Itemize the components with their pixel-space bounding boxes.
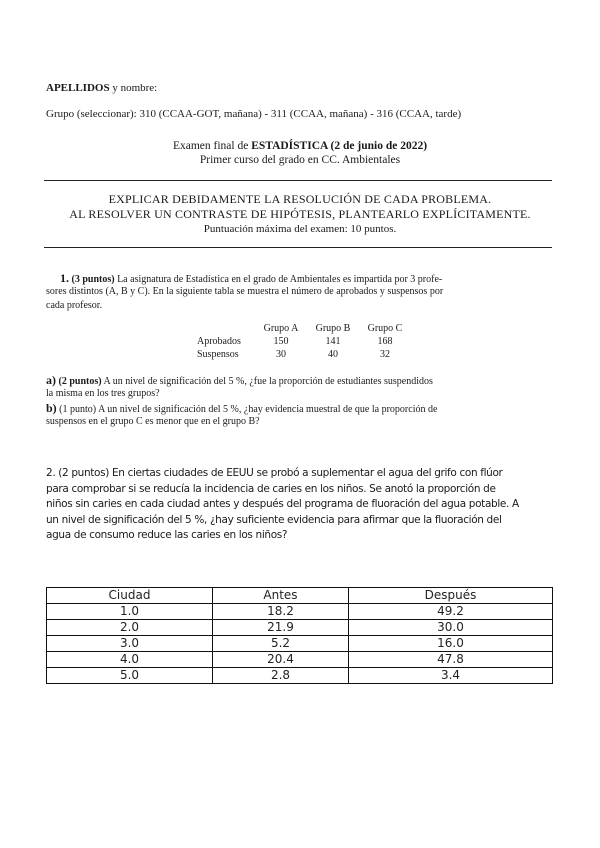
problem1-table-header-cell <box>197 322 255 335</box>
problem1b-label: b) <box>46 401 57 415</box>
problem2-table-cell: 16.0 <box>348 636 552 652</box>
problem2-table-cell: 2.0 <box>47 620 213 636</box>
problem2-line4: un nivel de significación del 5 %, ¿hay suficiente evidencia para afirmar que la fluoración del <box>46 513 502 526</box>
instruction-line-2: AL RESOLVER UN CONTRASTE DE HIPÓTESIS, PLANTEARLO EXPLÍCITAMENTE. <box>69 207 531 221</box>
problem2-line5: agua de consumo reduce las caries en los niños? <box>46 529 288 541</box>
problem2-table-cell: 5.0 <box>47 668 213 684</box>
problem2-table-cell: 1.0 <box>47 604 213 620</box>
problem1b-points: (1 punto) <box>59 404 97 415</box>
problem2-table-cell: 18.2 <box>212 604 348 620</box>
problem1-table-cell: Suspensos <box>197 349 239 360</box>
exam-title-bold: ESTADÍSTICA (2 de junio de 2022) <box>251 140 428 152</box>
problem2-text <box>46 466 519 544</box>
problem1a-points: (2 puntos) <box>58 376 102 387</box>
problem1-table-cell: Aprobados <box>197 336 241 347</box>
course-line: Primer curso del grado en CC. Ambientales <box>199 154 401 166</box>
problem2-line1: 2. (2 puntos) En ciertas ciudades de EEUU se probó a suplementar el agua del grifo con flúor <box>46 467 503 479</box>
problem2-table-cell: 5.2 <box>212 636 348 652</box>
problem2-table-header-cell: Después <box>348 588 552 604</box>
problem2-table-cell: 3.4 <box>348 668 552 684</box>
problem2-table-cell: 3.0 <box>47 636 213 652</box>
problem1-table-header-cell: Grupo C <box>367 323 403 334</box>
problem1-table-header-cell: Grupo B <box>315 323 351 334</box>
problem2-table-row <box>47 620 553 636</box>
problem1-table-row <box>197 348 411 361</box>
problem1-points: (3 puntos) <box>71 274 115 285</box>
problem1-table-row <box>197 335 411 348</box>
problem2-table-cell: 4.0 <box>47 652 213 668</box>
problem2-table-cell: 2.8 <box>212 668 348 684</box>
exam-title <box>0 140 600 152</box>
problem2-table-cell: 21.9 <box>212 620 348 636</box>
problem2-table-row <box>47 652 553 668</box>
problem2-table-cell: 20.4 <box>212 652 348 668</box>
divider-top <box>44 180 552 181</box>
problem1b-line2: suspensos en el grupo C es menor que en el grupo B? <box>46 416 260 427</box>
problem2-line3: niños sin caries en cada ciudad antes y después del programa de fluoración del agua potable. A <box>46 498 519 510</box>
problem1b-text-1: A un nivel de significación del 5 %, ¿hay evidencia muestral de que la proporción de <box>96 404 438 415</box>
name-label-rest: y nombre: <box>109 82 158 94</box>
name-label-bold: APELLIDOS <box>46 82 110 94</box>
problem2-table-cell: 47.8 <box>348 652 552 668</box>
problem2-table-header-cell: Ciudad <box>47 588 213 604</box>
problem1a-line2: la misma en los tres grupos? <box>46 388 160 399</box>
problem1-number: 1. <box>60 271 69 285</box>
problem2-table-header-cell: Antes <box>212 588 348 604</box>
problem2-table <box>46 587 553 684</box>
problem2-line2: para comprobar si se reducía la incidencia de caries en los niños. Se anotó la proporción de <box>46 482 496 495</box>
exam-title-pre: Examen final de <box>172 140 252 152</box>
problem1-table <box>197 322 411 361</box>
problem1-table-cell: 150 <box>273 336 289 347</box>
problem1-table-cell: 30 <box>276 349 286 360</box>
problem2-table-header-row <box>47 588 553 604</box>
problem2-table-cell: 49.2 <box>348 604 552 620</box>
problem1-table-header-cell: Grupo A <box>263 323 299 334</box>
problem2-table-row <box>47 604 553 620</box>
problem1-text-1: La asignatura de Estadística en el grado de Ambientales es impartida por 3 profe- <box>114 274 443 285</box>
problem2-table-row <box>47 636 553 652</box>
max-score: Puntuación máxima del examen: 10 puntos. <box>203 223 397 235</box>
name-label <box>46 82 157 94</box>
problem1-table-header-row <box>197 322 411 335</box>
problem2-table-row <box>47 668 553 684</box>
problem1-line3: cada profesor. <box>46 300 103 311</box>
group-line: Grupo (seleccionar): 310 (CCAA-GOT, mañana) - 311 (CCAA, mañana) - 316 (CCAA, tarde) <box>46 108 462 120</box>
problem1-line2: sores distintos (A, B y C). En la siguiente tabla se muestra el número de aprobados y suspensos por <box>46 286 444 297</box>
problem2-table-cell: 30.0 <box>348 620 552 636</box>
problem1-table-cell: 141 <box>325 336 341 347</box>
problem1a-label: a) <box>46 373 56 387</box>
instruction-line-1: EXPLICAR DEBIDAMENTE LA RESOLUCIÓN DE CADA PROBLEMA. <box>108 192 492 206</box>
divider-bottom <box>44 247 552 248</box>
problem1-table-cell: 40 <box>328 349 338 360</box>
problem1-table-cell: 168 <box>377 336 393 347</box>
problem1a-text-1: A un nivel de significación del 5 %, ¿fue la proporción de estudiantes suspendidos <box>101 376 433 387</box>
problem1-table-cell: 32 <box>380 349 390 360</box>
